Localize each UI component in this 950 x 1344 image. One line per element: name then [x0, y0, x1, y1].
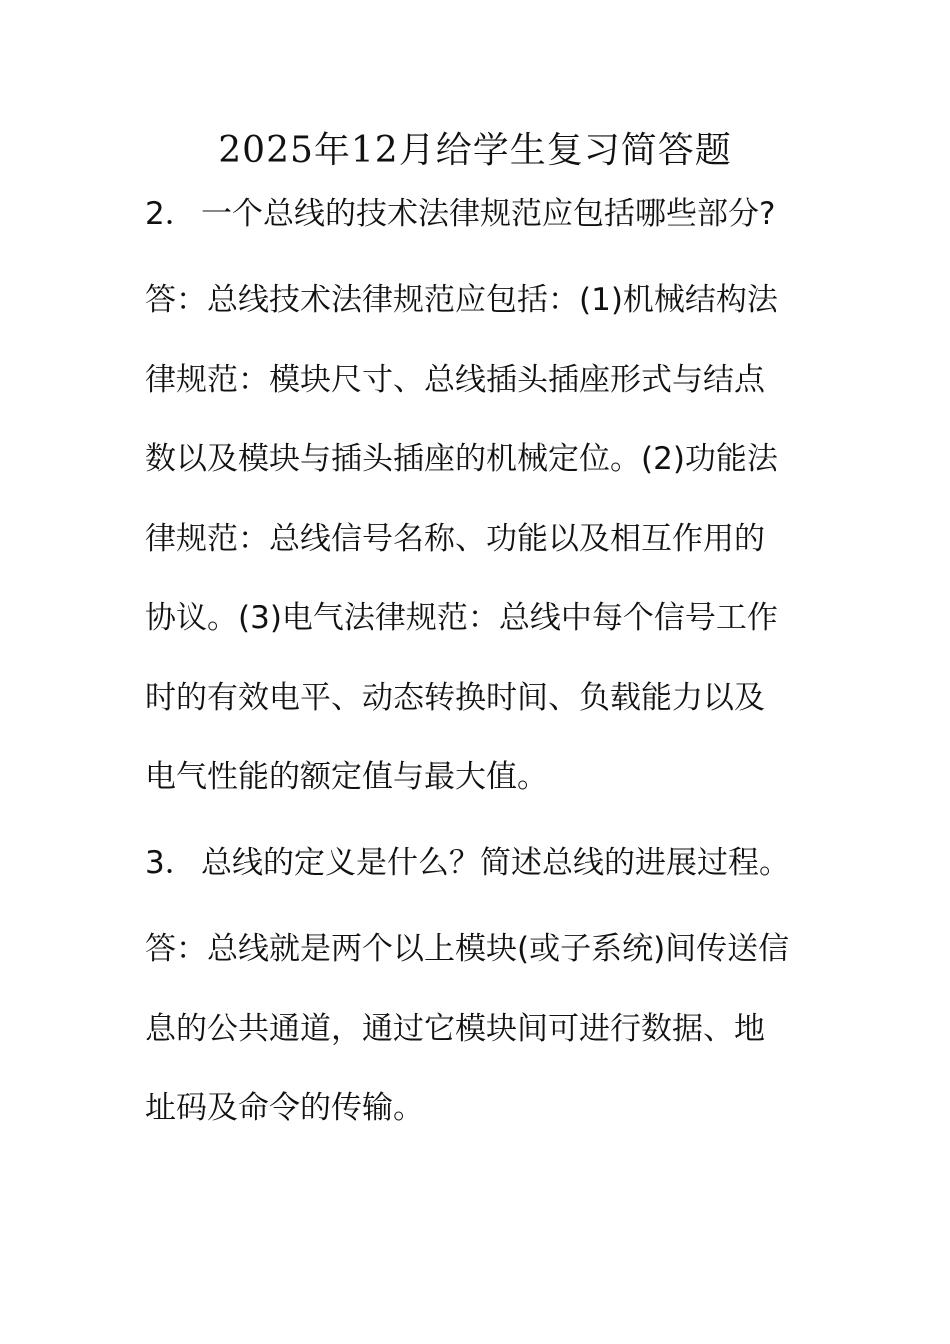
question-2 — [145, 192, 775, 236]
document-title: 2025年12月给学生复习简答题 — [218, 130, 732, 171]
answer-2-line-7: 电气性能的额定值与最大值。 — [145, 759, 548, 795]
answer-2-line-3: 数以及模块与插头插座的机械定位。(2)功能法 — [145, 441, 778, 477]
question-2-number: 2． — [145, 196, 196, 232]
question-3-text: 总线的定义是什么？简述总线的进展过程。 — [201, 845, 790, 881]
answer-2-line-6: 时的有效电平、动态转换时间、负载能力以及 — [145, 680, 765, 716]
answer-2-line-1: 答：总线技术法律规范应包括：(1)机械结构法 — [145, 282, 778, 318]
question-2-text: 一个总线的技术法律规范应包括哪些部分? — [201, 196, 776, 232]
answer-3-line-2: 息的公共通道，通过它模块间可进行数据、地 — [145, 1011, 765, 1047]
answer-2-line-5: 协议。(3)电气法律规范：总线中每个信号工作 — [145, 600, 778, 636]
answer-3-line-1: 答：总线就是两个以上模块(或子系统)间传送信 — [145, 931, 790, 967]
question-3-number: 3． — [145, 845, 196, 881]
answer-2-line-2: 律规范：模块尺寸、总线插头插座形式与结点 — [145, 362, 765, 398]
answer-3-line-3: 址码及命令的传输。 — [145, 1090, 424, 1126]
answer-2-line-4: 律规范：总线信号名称、功能以及相互作用的 — [145, 521, 765, 557]
question-3 — [145, 841, 790, 885]
